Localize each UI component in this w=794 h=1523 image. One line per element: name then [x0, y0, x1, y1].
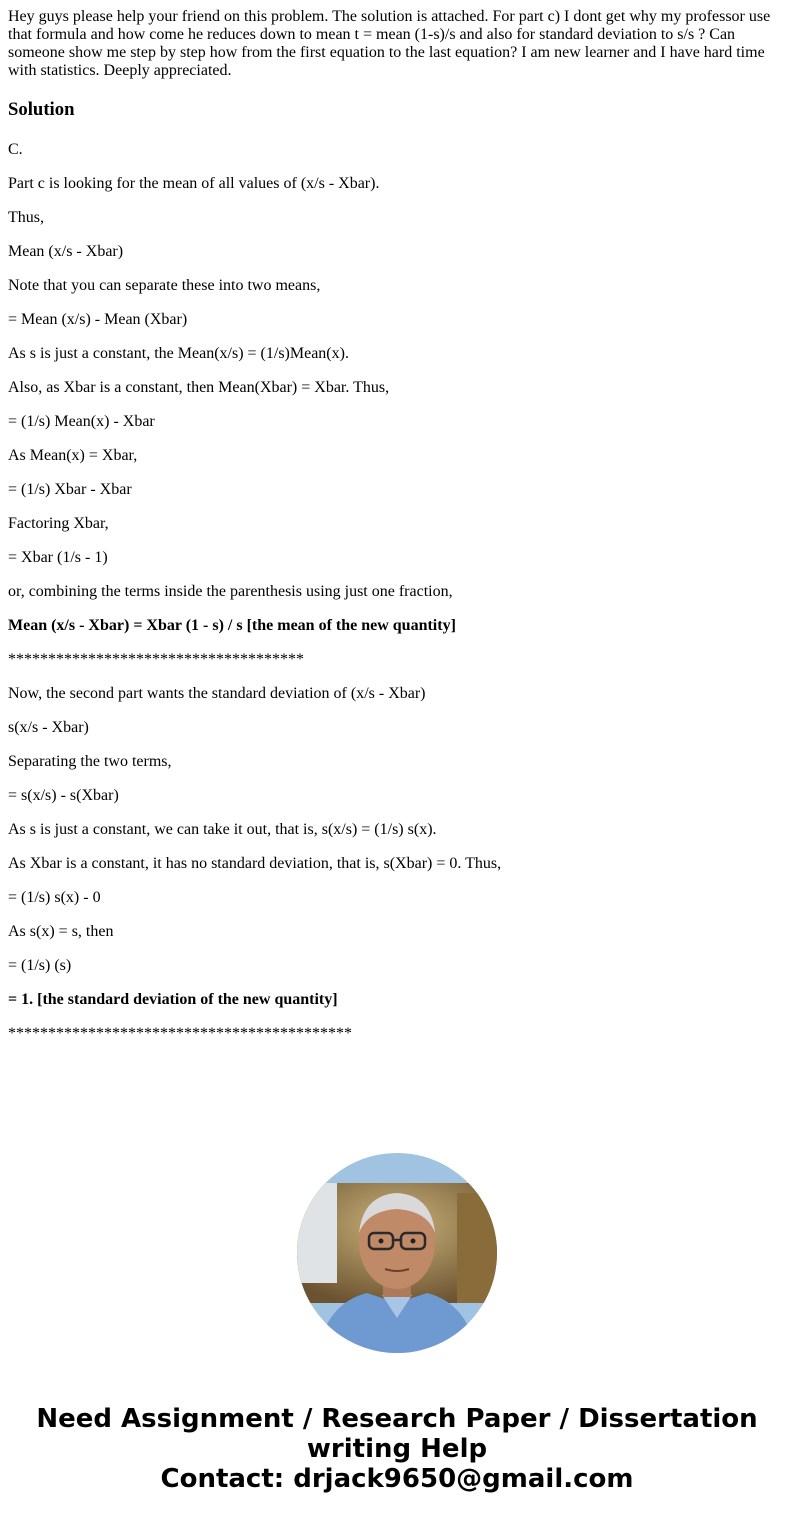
author-avatar [297, 1153, 497, 1353]
solution-line: = (1/s) Mean(x) - Xbar [8, 413, 155, 430]
solution-body [8, 141, 778, 1043]
solution-line: Part c is looking for the mean of all values of (x/s - Xbar). [8, 175, 380, 192]
solution-line: Separating the two terms, [8, 753, 172, 770]
solution-line: As s(x) = s, then [8, 923, 114, 940]
solution-line: Note that you can separate these into two means, [8, 277, 321, 294]
solution-heading: Solution [8, 99, 75, 120]
solution-line: Thus, [8, 209, 44, 226]
author-portrait-image [297, 1153, 497, 1353]
solution-line: Now, the second part wants the standard deviation of (x/s - Xbar) [8, 685, 426, 702]
footer-banner [0, 1404, 794, 1494]
solution-line: Mean (x/s - Xbar) [8, 243, 124, 260]
solution-line: = Xbar (1/s - 1) [8, 549, 108, 566]
solution-line: = (1/s) (s) [8, 957, 72, 974]
solution-line: = (1/s) s(x) - 0 [8, 889, 101, 906]
solution-line: ******************************************* [8, 1025, 352, 1042]
solution-line: ************************************* [8, 651, 304, 668]
solution-line: or, combining the terms inside the parenthesis using just one fraction, [8, 583, 453, 600]
footer-contact: Contact: drjack9650@gmail.com [160, 1464, 634, 1494]
solution-line: = s(x/s) - s(Xbar) [8, 787, 119, 804]
solution-line: As Mean(x) = Xbar, [8, 447, 138, 464]
solution-line: = Mean (x/s) - Mean (Xbar) [8, 311, 188, 328]
solution-line: = 1. [the standard deviation of the new quantity] [8, 991, 338, 1008]
question-text: Hey guys please help your friend on this problem. The solution is attached. For part c) I dont get why my professor use that formula and how come he reduces down to mean t = mean (1-s)/s and also for standard deviation to s/s ? Can someone show me step by step how from the first equation to the last equation? I am new learner and I have hard time with statistics. Deeply appreciated. [8, 8, 771, 79]
solution-line: Mean (x/s - Xbar) = Xbar (1 - s) / s [the mean of the new quantity] [8, 617, 456, 634]
footer-line-2: writing Help [306, 1434, 488, 1464]
solution-line: = (1/s) Xbar - Xbar [8, 481, 132, 498]
solution-line: As Xbar is a constant, it has no standard deviation, that is, s(Xbar) = 0. Thus, [8, 855, 502, 872]
document-content [8, 8, 778, 1043]
footer-line-1: Need Assignment / Research Paper / Dissertation [36, 1404, 758, 1434]
solution-line: Factoring Xbar, [8, 515, 109, 532]
solution-line: C. [8, 141, 23, 158]
solution-line: As s is just a constant, the Mean(x/s) = (1/s)Mean(x). [8, 345, 349, 362]
solution-line: Also, as Xbar is a constant, then Mean(Xbar) = Xbar. Thus, [8, 379, 390, 396]
solution-line: s(x/s - Xbar) [8, 719, 89, 736]
solution-line: As s is just a constant, we can take it out, that is, s(x/s) = (1/s) s(x). [8, 821, 437, 838]
